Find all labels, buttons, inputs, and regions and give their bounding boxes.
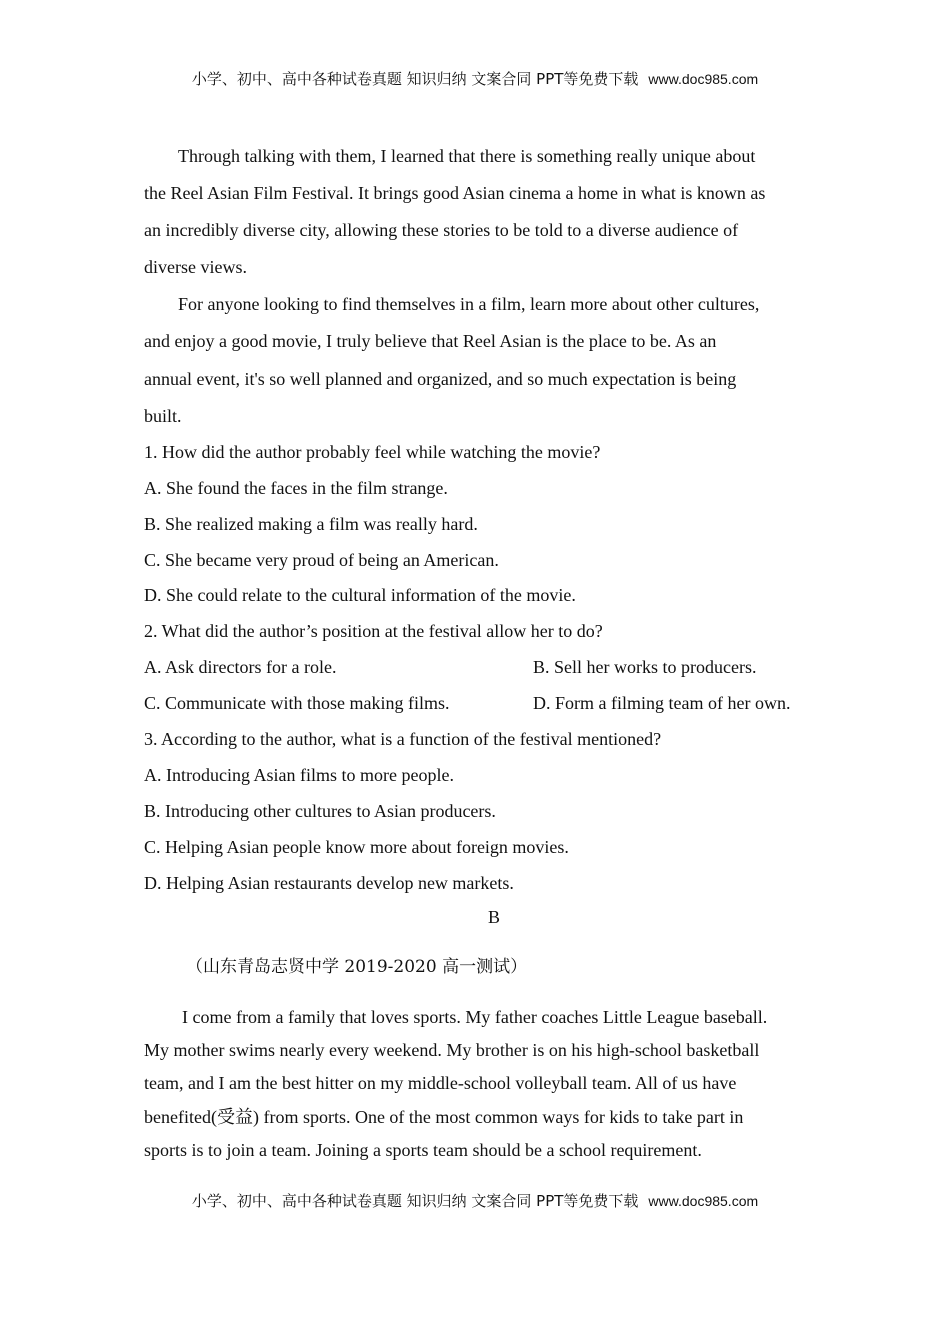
text-line: sports is to join a team. Joining a sports team should be a school requirement. (144, 1140, 702, 1160)
option-d: D. Helping Asian restaurants develop new markets. (144, 873, 514, 893)
option-a: A. She found the faces in the film strange. (144, 478, 448, 498)
text-line: built. (144, 406, 182, 426)
option-d: D. Form a filming team of her own. (533, 693, 791, 713)
text-line: I come from a family that loves sports. My father coaches Little League baseball. (182, 1007, 768, 1027)
section-b-source: （山东青岛志贤中学 2019-2020 高一测试） (186, 957, 528, 977)
text-line: the Reel Asian Film Festival. It brings good Asian cinema a home in what is known as (144, 183, 766, 203)
question-stem: 1. How did the author probably feel while watching the movie? (144, 442, 601, 462)
text-line: team, and I am the best hitter on my middle-school volleyball team. All of us have (144, 1073, 737, 1093)
option-a: A. Ask directors for a role. (144, 657, 337, 677)
text-line: Through talking with them, I learned that there is something really unique about (178, 146, 756, 166)
footer-url-link[interactable]: www.doc985.com (648, 1193, 759, 1209)
text-line: annual event, it's so well planned and organized, and so much expectation is being (144, 369, 737, 389)
option-b: B. Introducing other cultures to Asian producers. (144, 801, 496, 821)
option-b: B. Sell her works to producers. (533, 657, 757, 677)
option-c: C. Communicate with those making films. (144, 693, 450, 713)
text-line: diverse views. (144, 257, 247, 277)
question-stem: 2. What did the author’s position at the festival allow her to do? (144, 621, 603, 641)
option-c: C. Helping Asian people know more about foreign movies. (144, 837, 569, 857)
page-header (0, 68, 950, 89)
option-d: D. She could relate to the cultural information of the movie. (144, 585, 576, 605)
footer-text: 小学、初中、高中各种试卷真题 知识归纳 文案合同 PPT等免费下载 (191, 1192, 639, 1210)
header-text: 小学、初中、高中各种试卷真题 知识归纳 文案合同 PPT等免费下载 (191, 70, 639, 88)
text-line: an incredibly diverse city, allowing these stories to be told to a diverse audience of (144, 220, 739, 240)
text-line: My mother swims nearly every weekend. My brother is on his high-school basketball (144, 1040, 760, 1060)
option-c: C. She became very proud of being an American. (144, 550, 499, 570)
page-footer (0, 1190, 950, 1211)
header-url-link[interactable]: www.doc985.com (648, 71, 759, 87)
option-a: A. Introducing Asian films to more people. (144, 765, 454, 785)
option-b: B. She realized making a film was really hard. (144, 514, 478, 534)
text-line: For anyone looking to find themselves in a film, learn more about other cultures, (178, 294, 760, 314)
text-line: and enjoy a good movie, I truly believe that Reel Asian is the place to be. As an (144, 331, 717, 351)
section-b-label: B (487, 907, 500, 927)
question-stem: 3. According to the author, what is a function of the festival mentioned? (144, 729, 662, 749)
text-line: benefited(受益) from sports. One of the most common ways for kids to take part in (144, 1107, 744, 1127)
